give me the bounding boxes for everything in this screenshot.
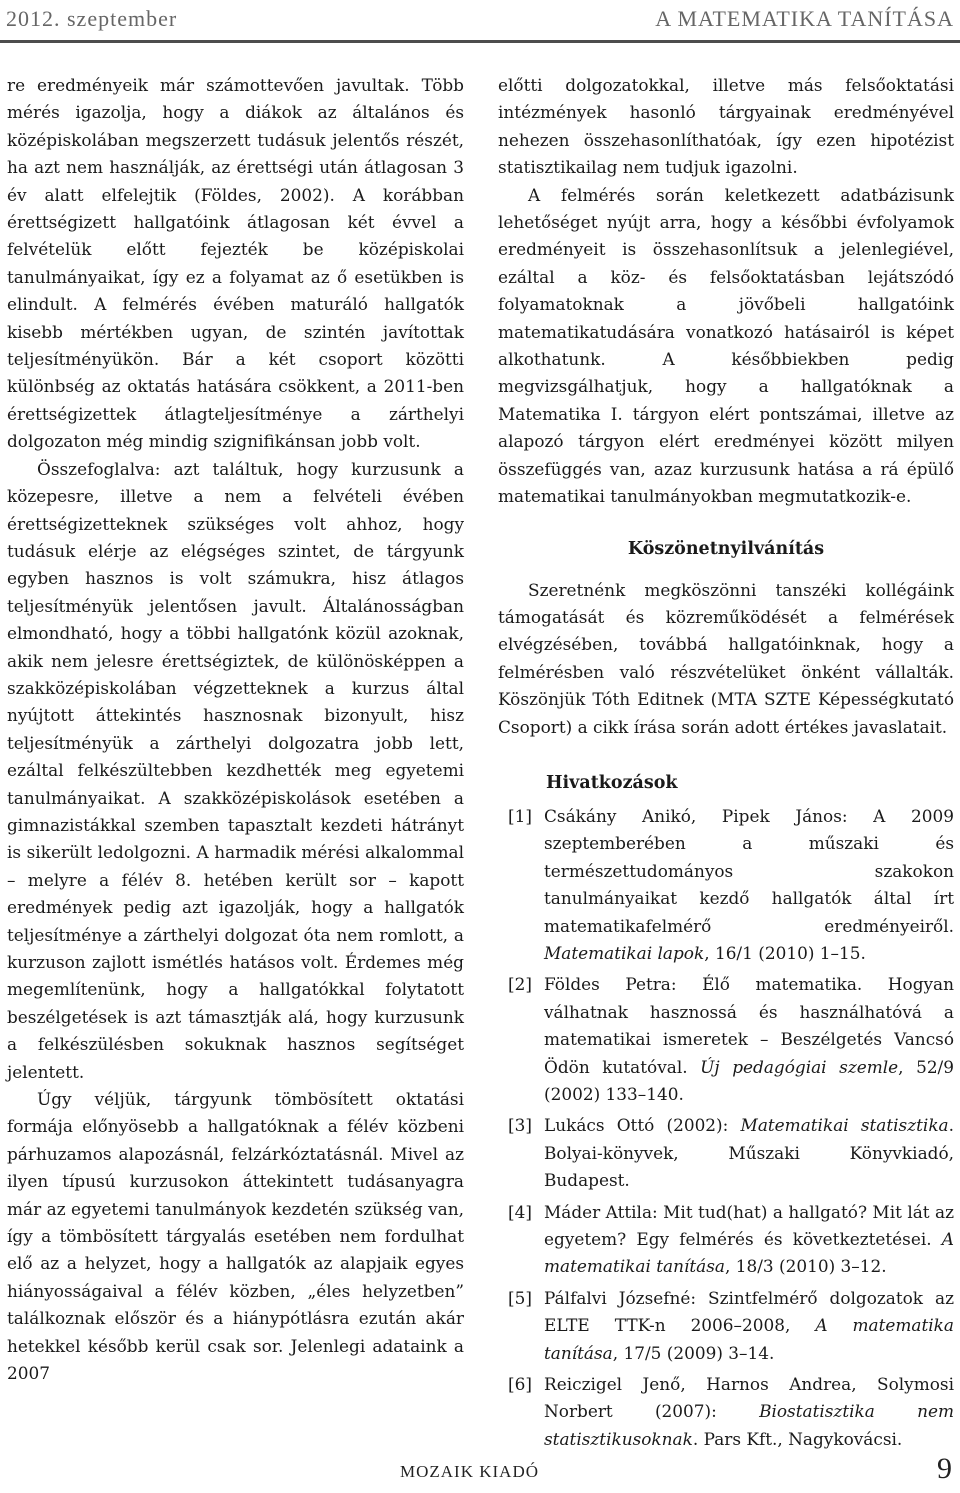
reference-source: Biostatisztika nem statisztikusoknak	[544, 1401, 954, 1449]
reference-item	[498, 971, 954, 1108]
reference-item	[498, 1371, 954, 1453]
reference-text: Lukács Ottó (2002): Matematikai statisztika. Bolyai-könyvek, Műszaki Könyvkiadó, Budapest.	[544, 1115, 954, 1191]
reference-number: [4]	[508, 1201, 532, 1222]
reference-source: Matematikai lapok	[544, 942, 705, 963]
reference-text: Földes Petra: Élő matematika. Hogyan válhatnak hasznossá és használhatóvá a matematikai ismeretek – Beszélgetés Vancsó Ödön kutatóval. Új pedagógiai szemle, 52/9 (2002) 133–140.	[544, 974, 954, 1104]
page-number: 9	[937, 1452, 952, 1485]
left-column	[7, 72, 464, 1388]
reference-source: Új pedagógiai szemle	[700, 1056, 899, 1077]
reference-number: [5]	[508, 1287, 532, 1308]
reference-text: Pálfalvi Józsefné: Szintfelmérő dolgozatok az ELTE TTK-n 2006–2008, A matematika tanítása, 17/5 (2009) 3–14.	[544, 1287, 954, 1363]
paragraph: A felmérés során keletkezett adatbázisunk lehetőséget nyújt arra, hogy a későbbi évfolyamok eredményeit is összehasonlítsuk a jelenlegiével, ezáltal a köz- és felsőoktatásban lejátszódó folyamatoknak a jövőbeli hallgatóink matematikatudására vonatkozó hatásairól is képet alkothatunk. A későbbiekben pedig megvizsgálhatjuk, hogy a hallgatóknak a Matematika I. tárgyon elért pontszámai, illetve az alapozó tárgyon elért eredményei között milyen összefüggés van, azaz kurzusunk hatása a rá épülő matematikai tanulmányokban megmutatkozik-e.	[498, 184, 954, 507]
paragraph: Úgy véljük, tárgyunk tömbösített oktatási formája előnyösebb a hallgatóknak a félév közbeni párhuzamos alapozásnál, felzárkóztatásnál. Mivel az ilyen típusú kurzusokon áttekintett tudásanyagra már az egyetemi tanulmányok kezdetén szükség van, így a tömbösített tárgyalás esetében nem fordulhat elő az a helyzet, hogy a hallgatók az alapjaik egyes hiányosságaival a félév közben, „éles helyzetben” találkoznak először és a hiánypótlásra ezután akár hetekkel később kerül csak sor. Jelenlegi adataink a 2007	[7, 1089, 464, 1384]
reference-number: [2]	[508, 974, 532, 995]
header-date: 2012. szeptember	[6, 6, 178, 31]
reference-item	[498, 803, 954, 967]
right-column	[498, 72, 954, 1457]
reference-number: [3]	[508, 1115, 532, 1136]
footer-publisher: MOZAIK KIADÓ	[400, 1462, 540, 1481]
reference-source: A matematikai tanítása	[544, 1229, 954, 1277]
reference-text: Csákány Anikó, Pipek János: A 2009 szeptemberében a műszaki és természettudományos szakokon tanulmányaikat kezdő hallgatók által írt matematikafelmérő eredményeiről. Matematikai lapok, 16/1 (2010) 1–15.	[544, 805, 954, 963]
acknowledgements-heading: Köszönetnyilvánítás	[627, 538, 825, 559]
paragraph: Összefoglalva: azt találtuk, hogy kurzusunk a közepesre, illetve a nem a felvételi évében érettségizetteknek szükséges volt ahhoz, hogy tudásuk elérje az elégséges szintet, de tárgyunk egyben hasznos is volt számukra, hisz átlagos teljesítményük jelentősen javult. Általánosságban elmondható, hogy a többi hallgatónk közül azoknak, akik nem jelesre érettségiztek, de különösképpen a szakközépiskolában végzetteknek a kurzus által nyújtott áttekintés hasznosnak bizonyult, hisz teljesítményük a zárthelyi dolgozatra jobb lett, ezáltal felkészültebben kezdhették meg egyetemi tanulmányaikat. A szakközépiskolások esetében a gimnazistákkal szemben tapasztalt kezdeti hátrányt is sikerült ledolgozni. A harmadik mérési alkalommal – melyre a félév 8. hetében került sor – kapott eredmények pedig azt igazolják, hogy a hallgatók teljesítménye a zárthelyi dolgozat óta nem romlott, a kurzuson zajlott ismétlés hatásos volt. Érdemes még megemlítenünk, hogy a hallgatókkal folytatott beszélgetések is azt támasztják alá, hogy kurzusunk a felkészülésben sokuknak hasznos segítséget jelentett.	[7, 458, 464, 1082]
reference-item	[498, 1285, 954, 1367]
references-heading: Hivatkozások	[546, 772, 678, 793]
paragraph: re eredményeik már számottevően javultak. Több mérés igazolja, hogy a diákok az általános és középiskolában megszerzett tudásuk jelentős részét, ha azt nem használják, az érettségi után átlagosan 3 év alatt elfelejtik (Földes, 2002). A korábban érettségizett hallgatóink átlagosan két évvel a felvételük előtt fejezték be középiskolai tanulmányaikat, így ez a folyamat az ő esetükben is elindult. A felmérés évében maturáló hallgatók kisebb mértékben ugyan, de szintén javítottak teljesítményükön. Bár a két csoport közötti különbség az oktatás hatására csökkent, a 2011-ben érettségizettek átlagteljesítménye a zárthelyi dolgozaton még mindig szignifikánsan jobb volt.	[7, 75, 464, 452]
reference-number: [1]	[508, 805, 532, 826]
reference-text: Reiczigel Jenő, Harnos Andrea, Solymosi Norbert (2007): Biostatisztika nem statisztikusoknak. Pars Kft., Nagykovácsi.	[544, 1374, 954, 1449]
page-header	[0, 0, 960, 40]
acknowledgements-text: Szeretnénk megköszönni tanszéki kollégáink támogatását és közreműködését a felmérések elvégzésében, továbbá hallgatóinknak, hogy a felmérésben való részvételüket önként vállalták. Köszönjük Tóth Editnek (MTA SZTE Képességkutató Csoport) a cikk írása során adott értékes javaslatait.	[498, 579, 954, 737]
reference-number: [6]	[508, 1374, 532, 1395]
reference-source: A matematika tanítása	[544, 1315, 954, 1363]
header-journal-title: A MATEMATIKA TANÍTÁSA	[655, 6, 954, 31]
paragraph: előtti dolgozatokkal, illetve más felsőoktatási intézmények hasonló tárgyainak eredményével nehezen összehasonlíthatóak, így ezen hipotézist statisztikailag nem tudjuk igazolni.	[498, 75, 954, 178]
reference-source: Matematikai statisztika	[740, 1115, 949, 1136]
reference-item	[498, 1199, 954, 1281]
header-divider	[0, 40, 960, 43]
reference-item	[498, 1112, 954, 1194]
reference-list	[498, 803, 954, 1453]
reference-text: Máder Attila: Mit tud(hat) a hallgató? Mit lát az egyetem? Egy felmérés és következtetései. A matematikai tanítása, 18/3 (2010) 3–12.	[544, 1201, 954, 1277]
